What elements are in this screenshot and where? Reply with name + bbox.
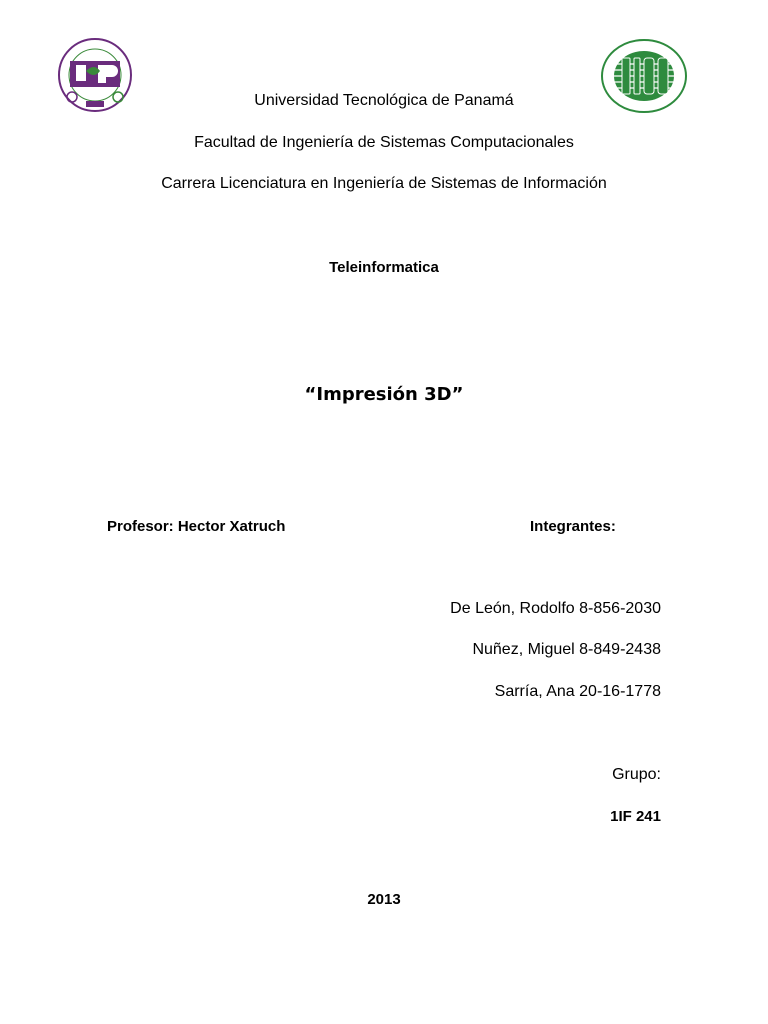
- group-value: 1IF 241: [610, 808, 661, 825]
- career-name: Carrera Licenciatura en Ingeniería de Sistemas de Información: [161, 175, 607, 192]
- document-title: “Impresión 3D”: [304, 384, 464, 405]
- document-year: 2013: [367, 891, 401, 908]
- member-item: De León, Rodolfo 8-856-2030: [450, 600, 661, 617]
- university-name: Universidad Tecnológica de Panamá: [254, 92, 514, 109]
- faculty-name: Facultad de Ingeniería de Sistemas Computacionales: [194, 134, 574, 151]
- course-name: Teleinformatica: [329, 259, 439, 276]
- member-item: Nuñez, Miguel 8-849-2438: [472, 641, 661, 658]
- members-heading: Integrantes:: [530, 518, 616, 535]
- member-item: Sarría, Ana 20-16-1778: [494, 683, 661, 700]
- group-label: Grupo:: [612, 766, 661, 783]
- professor-name: Profesor: Hector Xatruch: [107, 518, 286, 535]
